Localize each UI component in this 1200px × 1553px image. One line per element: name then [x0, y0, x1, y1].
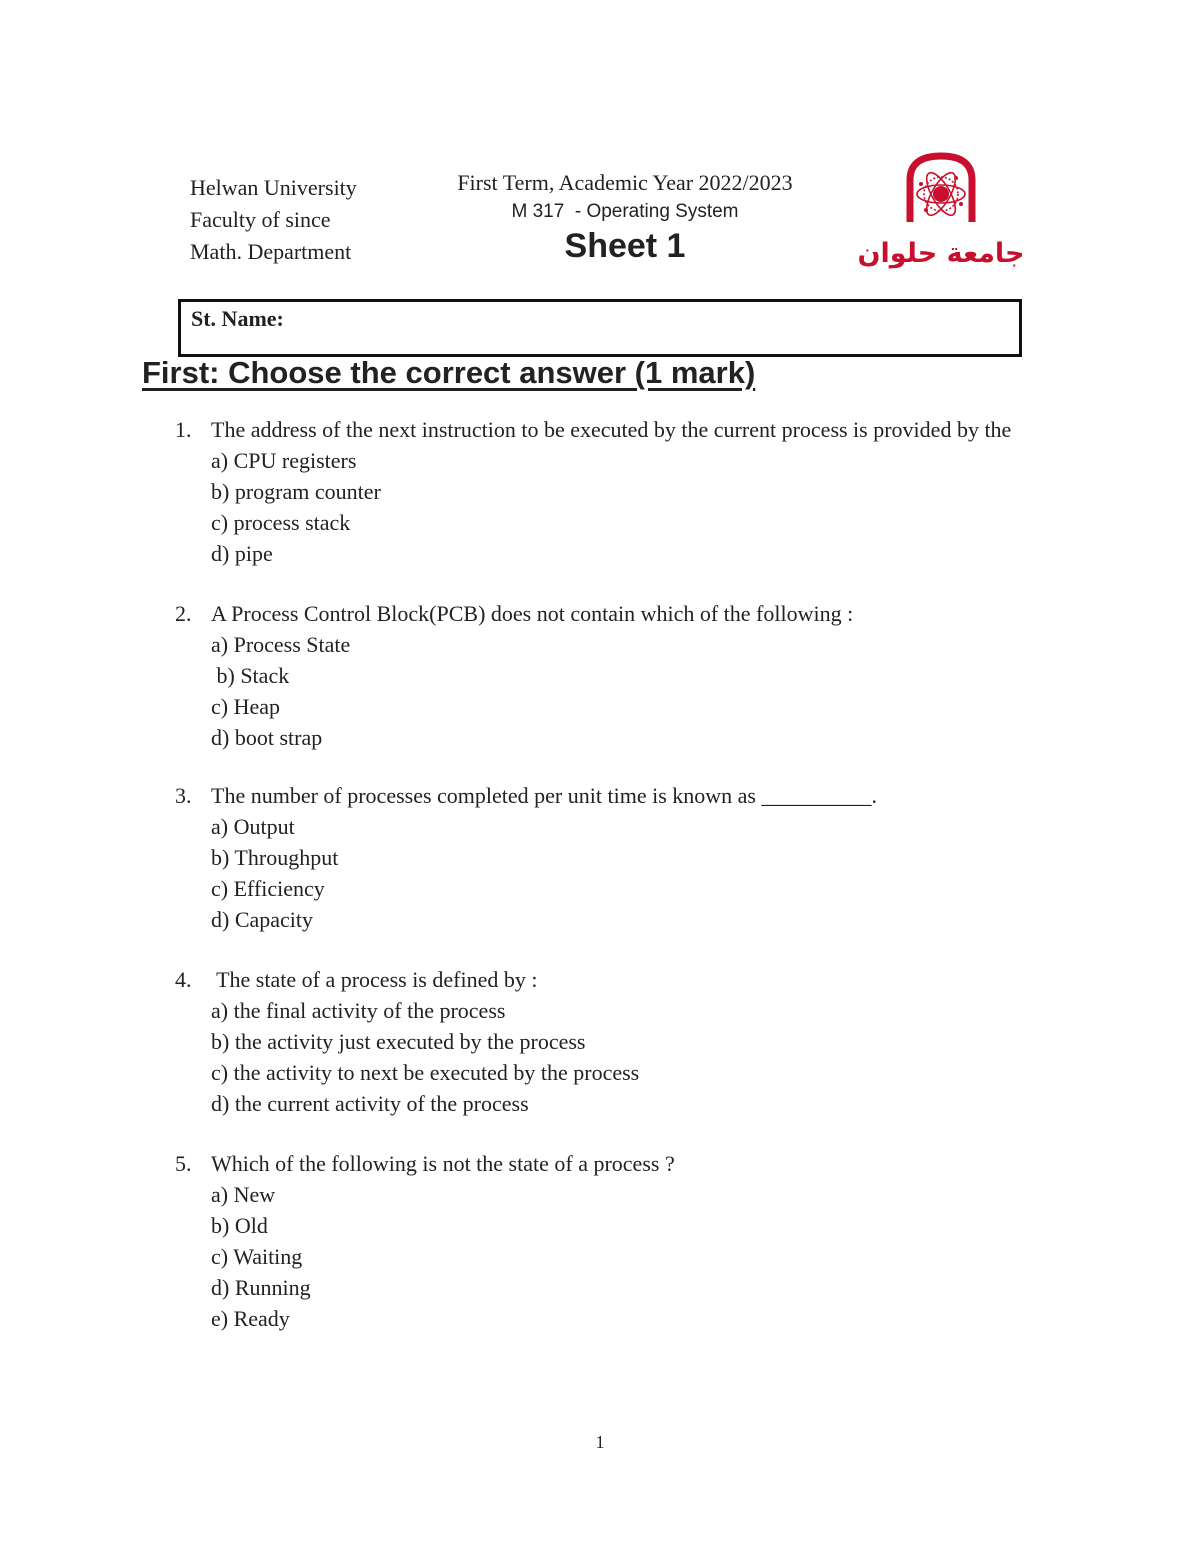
option-c: c) Heap — [211, 694, 281, 719]
option-a: a) Output — [211, 814, 295, 839]
university-logo — [857, 150, 1025, 270]
option-c: c) Waiting — [211, 1244, 303, 1269]
question-text: The address of the next instruction to be executed by the current process is provided by the — [211, 417, 1012, 442]
university-name: Helwan University — [190, 175, 357, 200]
header-center-block — [400, 168, 850, 266]
question-text: The number of processes completed per unit time is known as __________. — [211, 783, 877, 808]
option-b: b) program counter — [211, 479, 381, 504]
option-a: a) the final activity of the process — [211, 998, 506, 1023]
question-text: The state of a process is defined by : — [211, 967, 538, 992]
option-c: c) process stack — [211, 510, 351, 535]
option-b: b) the activity just executed by the process — [211, 1029, 586, 1054]
page-number: 1 — [595, 1432, 605, 1452]
question-spacer — [142, 935, 1102, 964]
term-line: First Term, Academic Year 2022/2023 — [457, 170, 793, 195]
option-a: a) CPU registers — [211, 448, 357, 473]
header-left-block — [190, 172, 357, 268]
course-line: M 317 - Operating System — [511, 201, 739, 222]
student-name-label: St. Name: — [191, 306, 284, 331]
faculty-name: Faculty of since — [190, 207, 331, 232]
option-c: c) Efficiency — [211, 876, 325, 901]
question-5 — [142, 1148, 1102, 1334]
question-text: A Process Control Block(PCB) does not contain which of the following : — [211, 601, 854, 626]
department-name: Math. Department — [190, 239, 352, 264]
option-b: b) Stack — [211, 663, 290, 688]
question-number: 5. — [175, 1151, 192, 1176]
question-spacer — [142, 569, 1102, 598]
question-text: Which of the following is not the state of a process ? — [211, 1151, 675, 1176]
option-c: c) the activity to next be executed by the process — [211, 1060, 640, 1085]
question-number: 1. — [175, 417, 192, 442]
option-d: d) Running — [211, 1275, 311, 1300]
option-d: d) pipe — [211, 541, 273, 566]
question-spacer — [142, 1119, 1102, 1148]
logo-arabic-text: جامعة حلوان — [857, 238, 1025, 269]
question-number: 4. — [175, 967, 192, 992]
option-a: a) New — [211, 1182, 276, 1207]
question-number: 3. — [175, 783, 192, 808]
sheet-title: Sheet 1 — [564, 227, 686, 265]
student-name-box[interactable] — [178, 299, 1022, 357]
section-title: First: Choose the correct answer (1 mark) — [142, 355, 756, 390]
option-d: d) the current activity of the process — [211, 1091, 529, 1116]
question-number: 2. — [175, 601, 192, 626]
question-2 — [142, 598, 1102, 753]
option-d: d) boot strap — [211, 725, 323, 750]
option-b: b) Throughput — [211, 845, 339, 870]
question-3 — [142, 780, 1102, 935]
option-d: d) Capacity — [211, 907, 314, 932]
question-list — [142, 414, 1102, 1334]
option-e: e) Ready — [211, 1306, 290, 1331]
question-spacer — [142, 753, 1102, 780]
question-1 — [142, 414, 1102, 569]
option-a: a) Process State — [211, 632, 351, 657]
option-b: b) Old — [211, 1213, 268, 1238]
question-4 — [142, 964, 1102, 1119]
